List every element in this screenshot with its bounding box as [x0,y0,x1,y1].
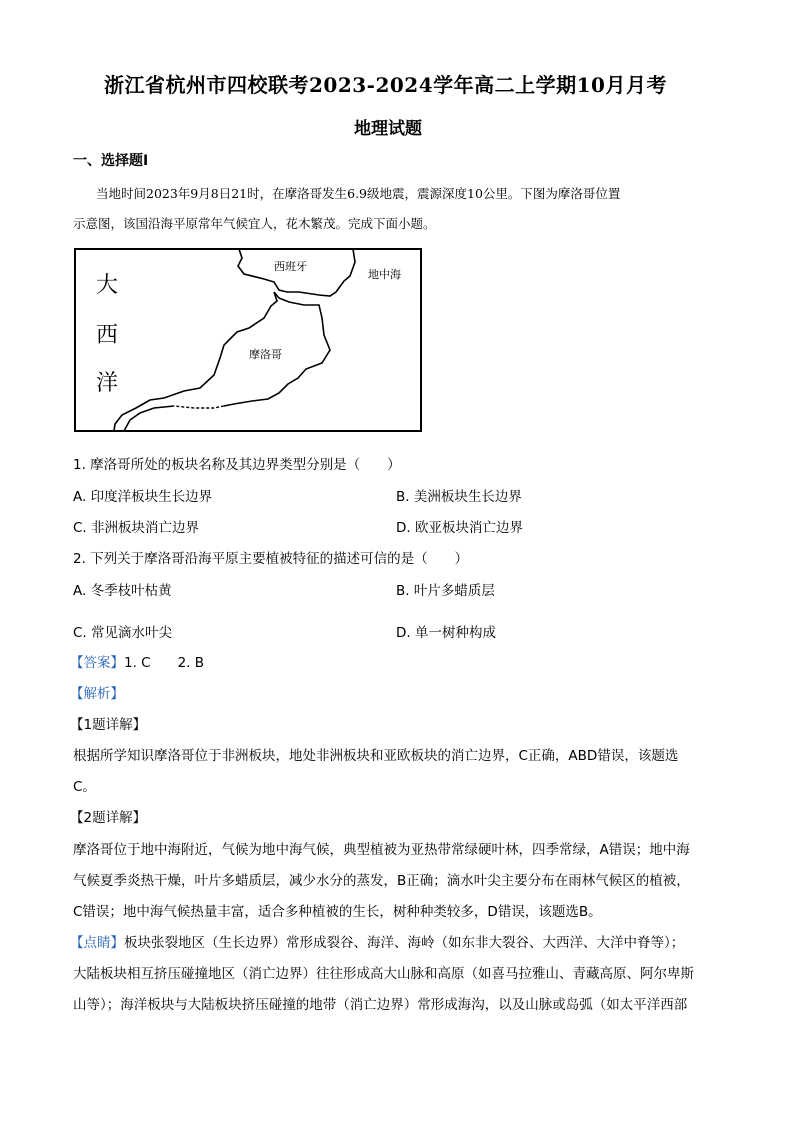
detail-2-line-3: C错误；地中海气候热量丰富，适合多种植被的生长，树种种类较多，D错误，该题选B。 [73,904,602,920]
question-1-option-d: D. 欧亚板块消亡边界 [396,520,523,536]
answer-tag: 【答案】 [70,655,124,671]
tip-row-1 [70,931,684,951]
detail-1-tag: 【1题详解】 [70,717,147,733]
question-1-option-a: A. 印度洋板块生长边界 [73,489,213,505]
answer-row [70,651,204,671]
question-2-option-b: B. 叶片多蜡质层 [396,583,495,599]
answer-text: 1. C 2. B [124,655,205,671]
detail-2-tag: 【2题详解】 [70,810,147,826]
map-label-morocco: 摩洛哥 [249,348,282,361]
intro-line-2: 示意图，该国沿海平原常年气候宜人，花木繁茂。完成下面小题。 [73,216,436,231]
question-1-stem: 1. 摩洛哥所处的板块名称及其边界类型分别是（ ） [73,457,401,473]
intro-line-1: 当地时间2023年9月8日21时，在摩洛哥发生6.9级地震，震源深度10公里。下图为摩洛哥位置 [96,186,621,201]
question-1-option-c: C. 非洲板块消亡边界 [73,520,200,536]
map-label-ocean-3: 洋 [96,371,119,396]
map-label-spain: 西班牙 [274,260,307,273]
page-title: 浙江省杭州市四校联考2023-2024学年高二上学期10月月考 [104,73,667,97]
question-2-option-d: D. 单一树种构成 [396,625,496,641]
question-2-option-c: C. 常见滴水叶尖 [73,625,173,641]
question-2-option-a: A. 冬季枝叶枯黄 [73,583,172,599]
detail-1-line-1: 根据所学知识摩洛哥位于非洲板块，地处非洲板块和亚欧板块的消亡边界，C正确，ABD错误，该题选 [73,748,679,764]
map-label-ocean-2: 西 [96,323,119,348]
question-2-stem: 2. 下列关于摩洛哥沿海平原主要植被特征的描述可信的是（ ） [73,551,469,567]
map-label-ocean-1: 大 [96,273,119,298]
detail-2-line-1: 摩洛哥位于地中海附近，气候为地中海气候，典型植被为亚热带常绿硬叶林，四季常绿，A错误；地中海 [73,842,690,858]
detail-2-line-2: 气候夏季炎热干燥，叶片多蜡质层，减少水分的蒸发，B正确；滴水叶尖主要分布在雨林气候区的植被， [73,873,690,889]
section-heading: 一、选择题Ⅰ [73,153,149,169]
analysis-tag: 【解析】 [70,686,124,702]
morocco-location-map [74,248,422,432]
map-label-mediterranean: 地中海 [368,268,401,281]
tip-line-1: 板块张裂地区（生长边界）常形成裂谷、海洋、海岭（如东非大裂谷、大西洋、大洋中脊等）； [124,935,685,951]
detail-1-line-2: C。 [73,779,96,795]
tip-line-2: 大陆板块相互挤压碰撞地区（消亡边界）往往形成高大山脉和高原（如喜马拉雅山、青藏高原、阿尔卑斯 [73,966,694,982]
page-subtitle: 地理试题 [354,119,422,139]
question-1-option-b: B. 美洲板块生长边界 [396,489,522,505]
tip-line-3: 山等）；海洋板块与大陆板块挤压碰撞的地带（消亡边界）常形成海沟，以及山脉或岛弧（如太平洋西部 [73,997,688,1013]
tip-tag: 【点睛】 [70,935,124,951]
